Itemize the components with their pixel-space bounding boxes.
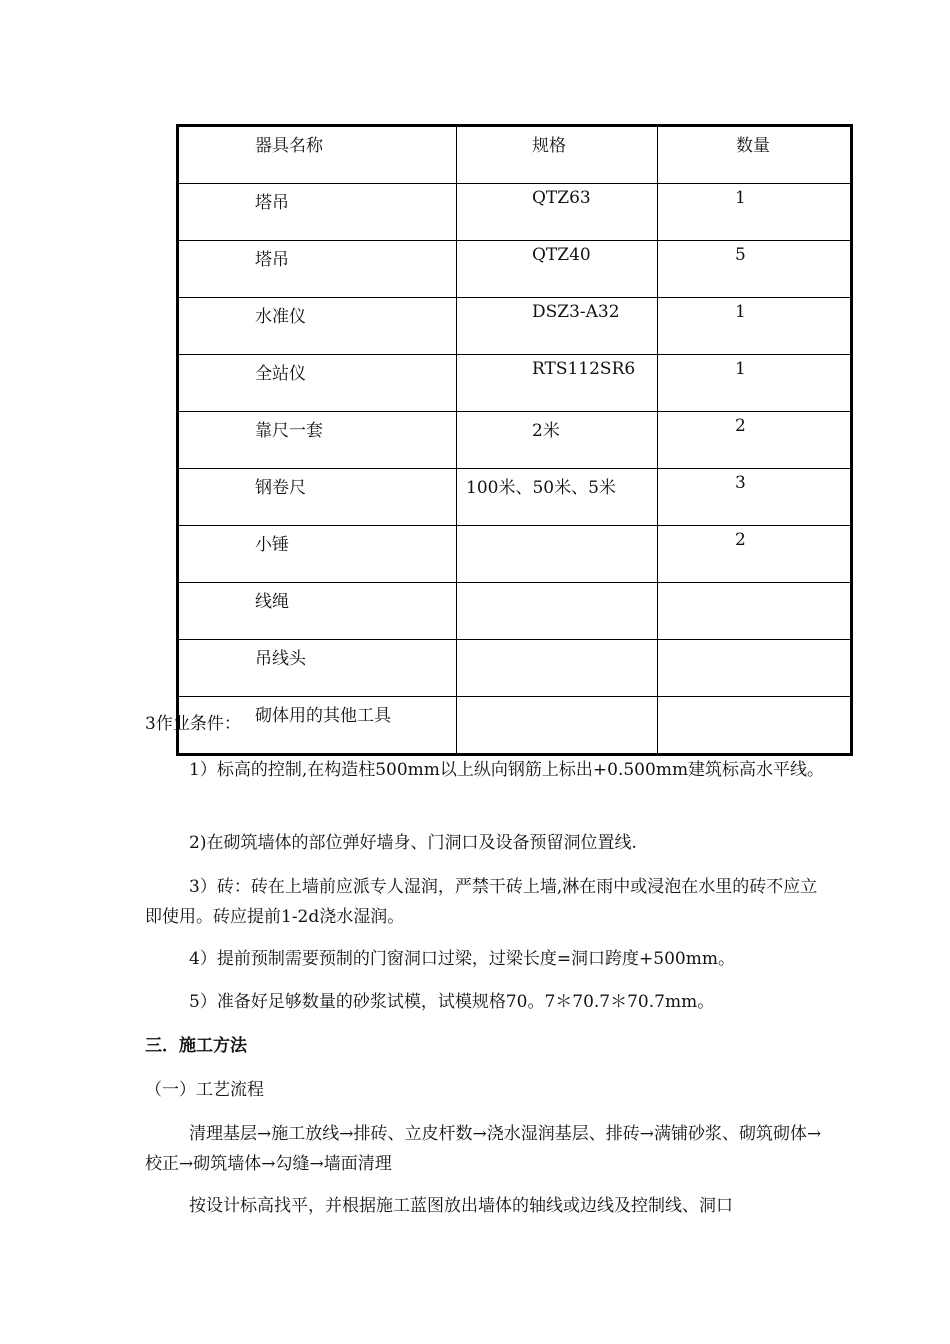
table-row — [178, 355, 852, 412]
condition-5: 5）准备好足够数量的砂浆试模，试模规格70。7＊70.7＊70.7mm。 — [189, 992, 715, 1012]
equipment-spec: 100米、50米、5米 — [457, 469, 658, 526]
equipment-spec: QTZ63 — [457, 184, 658, 241]
header-spec: 规格 — [457, 126, 658, 184]
equipment-qty: 2 — [658, 412, 852, 469]
equipment-name: 砌体用的其他工具 — [178, 697, 457, 755]
equipment-name: 钢卷尺 — [178, 469, 457, 526]
table-row — [178, 298, 852, 355]
equipment-table — [176, 124, 853, 756]
equipment-name: 塔吊 — [178, 184, 457, 241]
equipment-qty: 1 — [658, 355, 852, 412]
table-header-row — [178, 126, 852, 184]
equipment-qty — [658, 583, 852, 640]
header-name: 器具名称 — [178, 126, 457, 184]
table-row — [178, 526, 852, 583]
equipment-spec — [457, 583, 658, 640]
equipment-name: 塔吊 — [178, 241, 457, 298]
table-row — [178, 469, 852, 526]
body-paragraph: 按设计标高找平，并根据施工蓝图放出墙体的轴线或边线及控制线、洞口 — [189, 1196, 733, 1216]
condition-2: 2)在砌筑墙体的部位弹好墙身、门洞口及设备预留洞位置线. — [189, 833, 637, 853]
equipment-spec: QTZ40 — [457, 241, 658, 298]
table-row — [178, 412, 852, 469]
header-qty: 数量 — [658, 126, 852, 184]
equipment-qty — [658, 640, 852, 697]
equipment-name: 全站仪 — [178, 355, 457, 412]
method-heading: 三．施工方法 — [145, 1036, 247, 1056]
equipment-spec: 2米 — [457, 412, 658, 469]
condition-4: 4）提前预制需要预制的门窗洞口过梁，过梁长度=洞口跨度+500mm。 — [189, 949, 735, 969]
condition-1: 1）标高的控制,在构造柱500mm以上纵向钢筋上标出+0.500mm建筑标高水平线。 — [189, 760, 825, 780]
process-flow: 清理基层→施工放线→排砖、立皮杆数→浇水湿润基层、排砖→满铺砂浆、砌筑砌体→校正→砌筑墙体→勾缝→墙面清理 — [145, 1124, 822, 1174]
condition-3: 3）砖：砖在上墙前应派专人湿润，严禁干砖上墙,淋在雨中或浸泡在水里的砖不应立即使用。砖应提前1-2d浇水湿润。 — [145, 877, 818, 927]
equipment-spec — [457, 526, 658, 583]
section3-title: 3作业条件： — [145, 714, 241, 734]
table-row — [178, 184, 852, 241]
equipment-name: 线绳 — [178, 583, 457, 640]
equipment-spec — [457, 640, 658, 697]
equipment-name: 水准仪 — [178, 298, 457, 355]
equipment-qty: 5 — [658, 241, 852, 298]
equipment-qty: 3 — [658, 469, 852, 526]
equipment-qty: 1 — [658, 184, 852, 241]
table-row — [178, 583, 852, 640]
equipment-name: 吊线头 — [178, 640, 457, 697]
table-row — [178, 640, 852, 697]
equipment-spec: DSZ3-A32 — [457, 298, 658, 355]
equipment-qty: 2 — [658, 526, 852, 583]
equipment-name: 小锤 — [178, 526, 457, 583]
process-subheading: （一）工艺流程 — [145, 1080, 264, 1100]
equipment-name: 靠尺一套 — [178, 412, 457, 469]
table-row — [178, 241, 852, 298]
equipment-spec: RTS112SR6 — [457, 355, 658, 412]
equipment-qty: 1 — [658, 298, 852, 355]
